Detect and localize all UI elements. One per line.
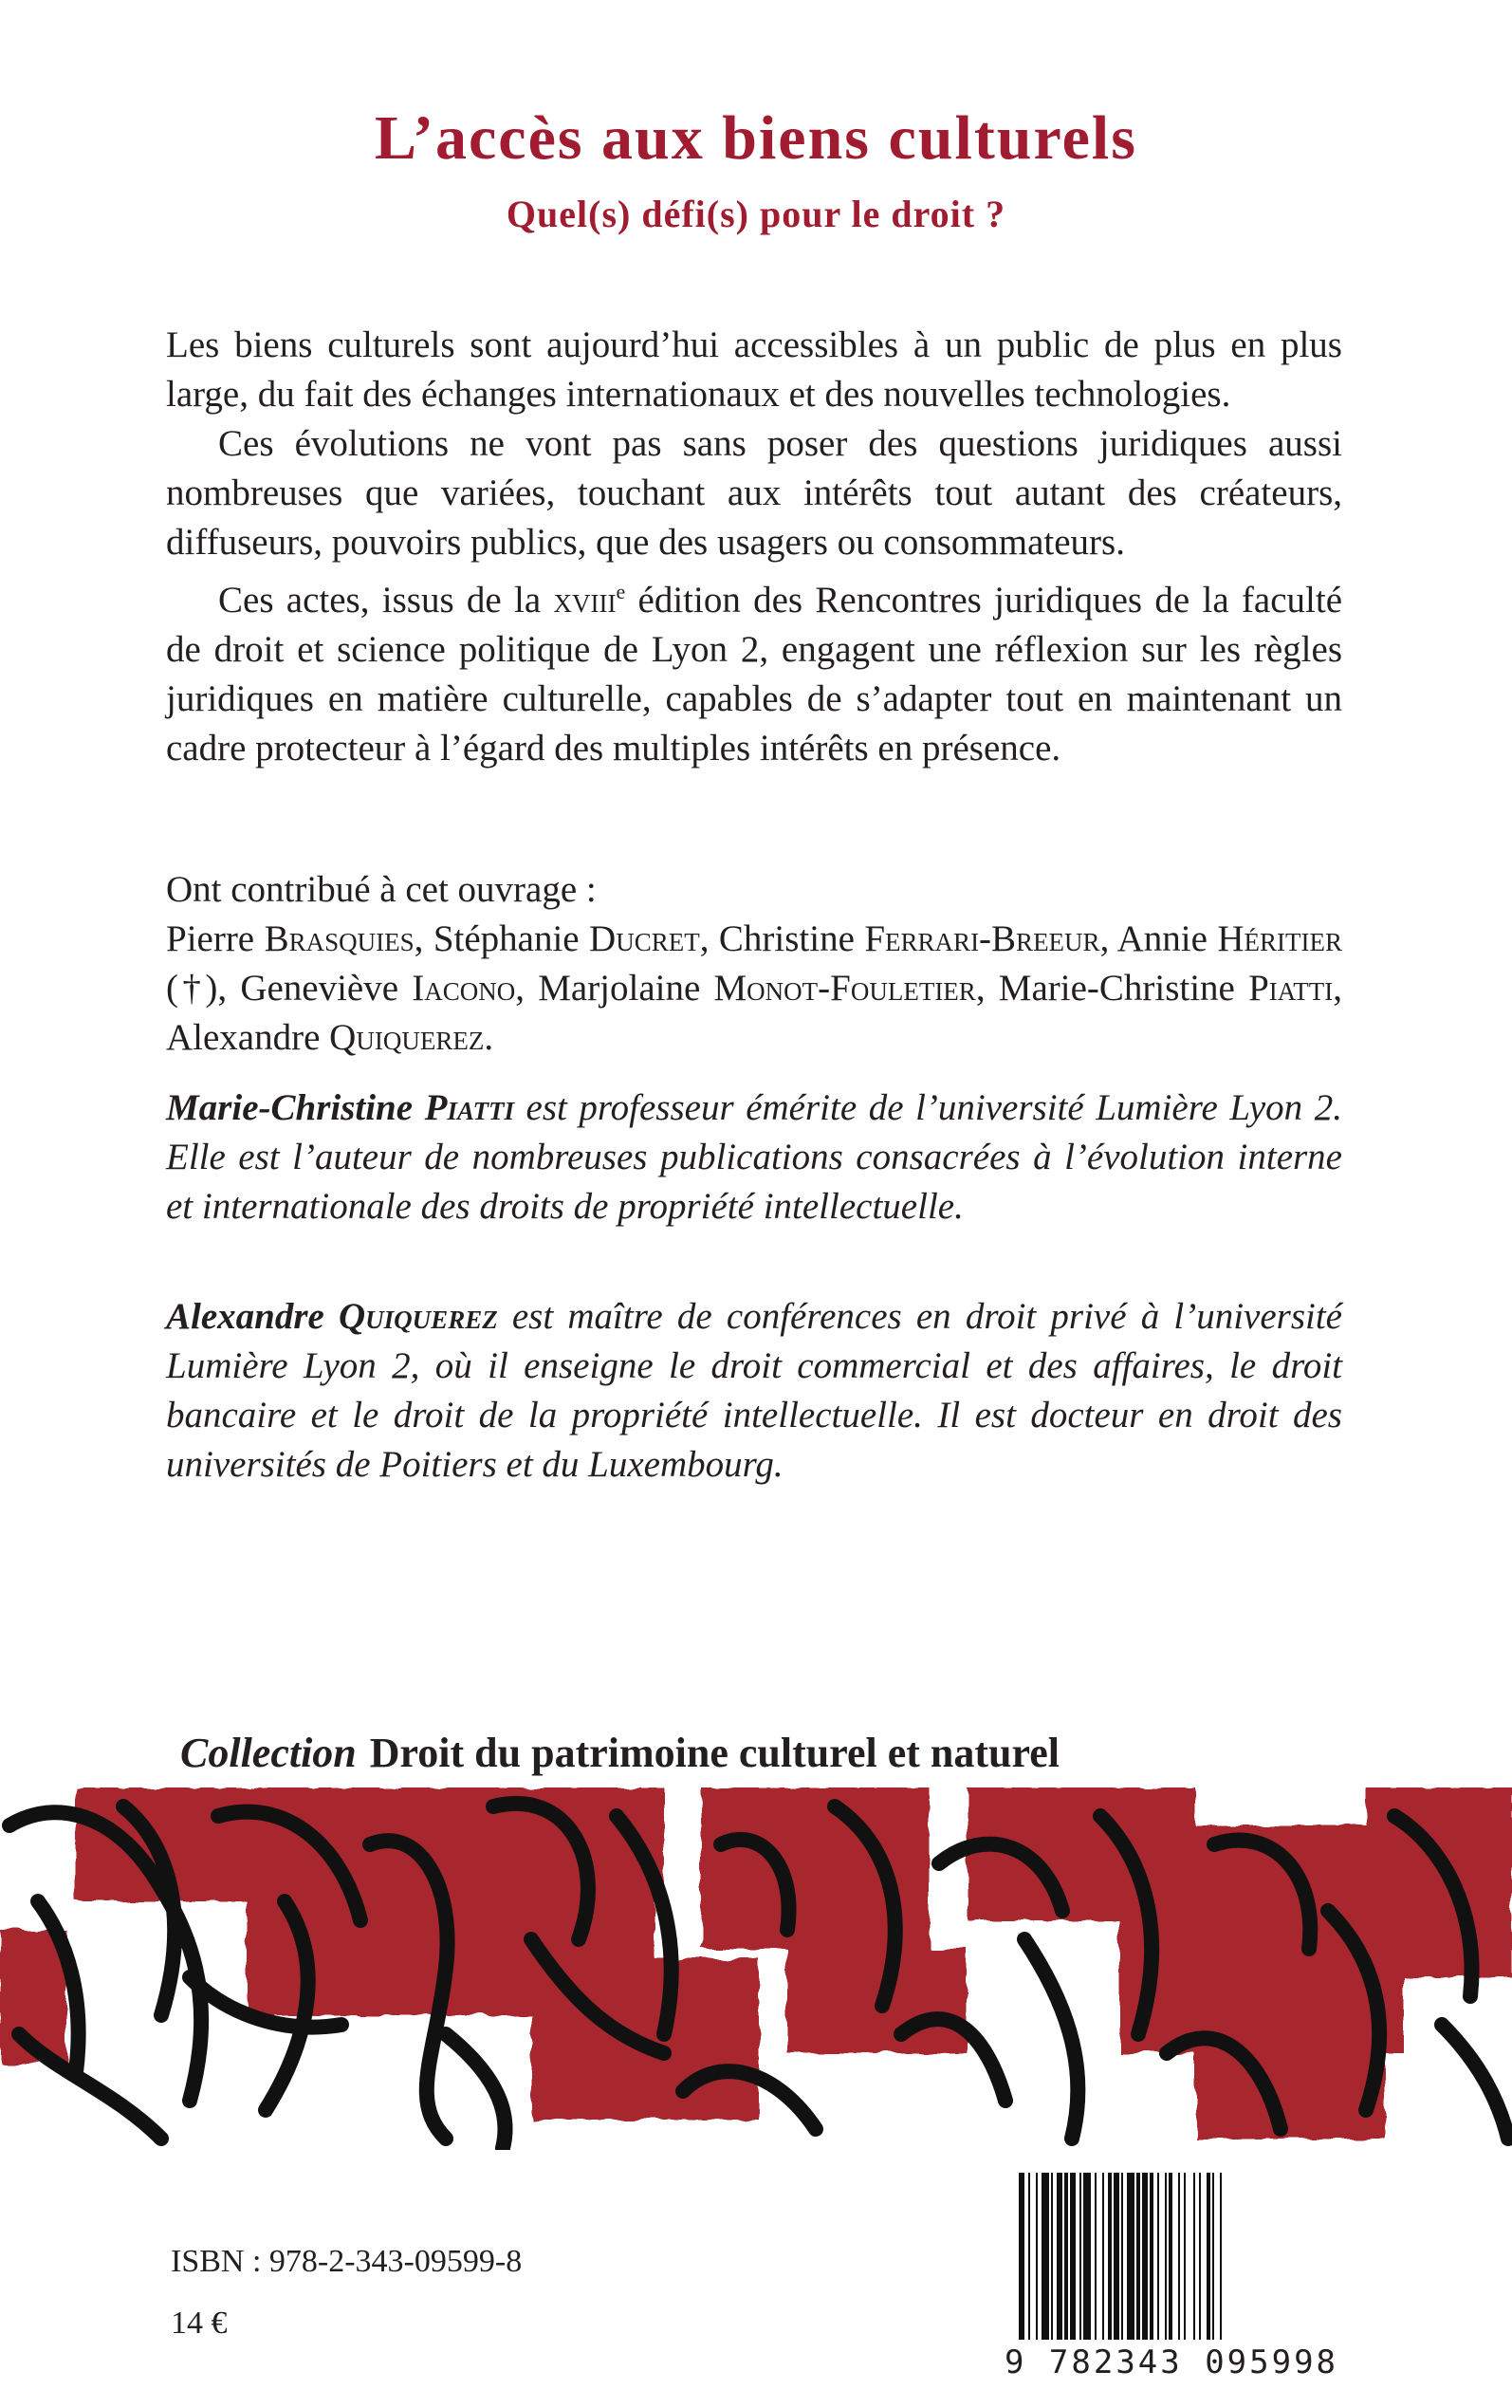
price: 14 € (171, 2306, 228, 2341)
barcode-bar (1193, 2173, 1195, 2340)
contributor: Pierre Brasquies, (166, 918, 433, 959)
barcode-bar (1207, 2173, 1210, 2340)
barcode-bar (1070, 2173, 1076, 2340)
contributors-list (166, 915, 1342, 1063)
isbn: ISBN : 978-2-343-09599-8 (171, 2244, 523, 2279)
barcode-bar (1157, 2173, 1159, 2340)
book-title: L’accès aux biens culturels (375, 103, 1137, 173)
barcode-bar (1042, 2173, 1049, 2340)
barcode-bar (1083, 2173, 1091, 2340)
summary-paragraph-1: Les biens culturels sont aujourd’hui accessibles à un public de plus en plus large, du fait des échanges internationaux et des nouvelles technologies. (166, 324, 1342, 415)
summary-paragraph-3: Ces actes, issus de la xviii$^e$ édition des Rencontres juridiques de la faculté de droit et science politique de Lyon 2, engagent une réflexion sur les règles juridiques en matière culturelle, capables de s’adapter tout en maintenant un cadre protecteur à l’égard des multiples intérêts en présence. (166, 580, 1343, 769)
barcode-bars (1015, 2173, 1337, 2343)
barcode-bar (1114, 2173, 1119, 2340)
brush-stroke (1442, 2025, 1508, 2139)
collection-label: Collection (180, 1730, 357, 1776)
barcode-bar (1184, 2173, 1186, 2340)
artwork-figures-image (0, 1787, 1512, 2150)
barcode-bar (1095, 2173, 1097, 2340)
barcode-bar (1169, 2173, 1172, 2340)
collection-name: Droit du patrimoine culturel et naturel (369, 1730, 1060, 1776)
barcode-bar (1142, 2173, 1148, 2340)
barcode-bar (1108, 2173, 1112, 2340)
barcode-bar (1028, 2173, 1030, 2340)
barcode-bar (1019, 2173, 1024, 2340)
contributor: Marjolaine Monot-Fouletier, (538, 968, 999, 1009)
barcode-bar (1102, 2173, 1104, 2340)
barcode-bar (1150, 2173, 1153, 2340)
contributor: Annie Héritier (†), (166, 918, 1343, 1009)
barcode-bar (1127, 2173, 1134, 2340)
contributor: Christine Ferrari-Breeur, (718, 918, 1117, 959)
cover-artwork (0, 1787, 1512, 2150)
edition-number: xviii (553, 580, 617, 621)
barcode-bar (1057, 2173, 1062, 2340)
barcode-bar (1136, 2173, 1140, 2340)
contributors-heading: Ont contribué à cet ouvrage : (166, 869, 597, 910)
barcode-bar (1079, 2173, 1081, 2340)
brush-stroke (446, 2034, 506, 2148)
barcode-bar (1121, 2173, 1123, 2340)
author-bio-1: Marie-Christine Piatti est professeur émérite de l’université Lumière Lyon 2. Elle est l’auteur de nombreuses publications consacrées à l’évolution interne et internationale des droits de propriété intellectuelle. (166, 1087, 1342, 1227)
contributors (166, 865, 1342, 1063)
barcode-bar (1051, 2173, 1053, 2340)
barcode-bar (1212, 2173, 1214, 2340)
book-subtitle: Quel(s) défi(s) pour le droit ? (506, 193, 1006, 235)
barcode-digits: 9 782343 095998 (1004, 2343, 1339, 2381)
barcode-bar (1036, 2173, 1038, 2340)
brush-stroke (1024, 1939, 1078, 2139)
author-name: Quiquerez (339, 1296, 498, 1337)
barcode-bar (1199, 2173, 1201, 2340)
contributor: Geneviève Iacono, (240, 968, 539, 1009)
summary-paragraph-2: Ces évolutions ne vont pas sans poser des questions juridiques aussi nombreuses que variées, touchant aux intérêts tout autant des créateurs, diffuseurs, pouvoirs publics, que des usagers ou consommateurs. (166, 423, 1342, 563)
contributor: Alexandre Quiquerez. (166, 1017, 494, 1058)
barcode-bar (1178, 2173, 1180, 2340)
author-name: Piatti (424, 1087, 514, 1128)
summary (166, 321, 1342, 773)
contributor: Stéphanie Ducret, (433, 918, 719, 959)
brush-stroke (19, 2034, 161, 2139)
author-bio-2: Alexandre Quiquerez est maître de conférences en droit privé à l’université Lumière Lyon 2, où il enseigne le droit commercial et des affaires, le droit bancaire et le droit de la propriété intellectuelle. Il est docteur en droit des universités de Poitiers et du Luxembourg. (166, 1296, 1342, 1485)
contributor: Marie-Christine Piatti, (998, 968, 1342, 1009)
collection-title (180, 1729, 1347, 1777)
barcode-bar (1220, 2173, 1222, 2340)
barcode-bar (1064, 2173, 1068, 2340)
barcode-bar (1165, 2173, 1167, 2340)
